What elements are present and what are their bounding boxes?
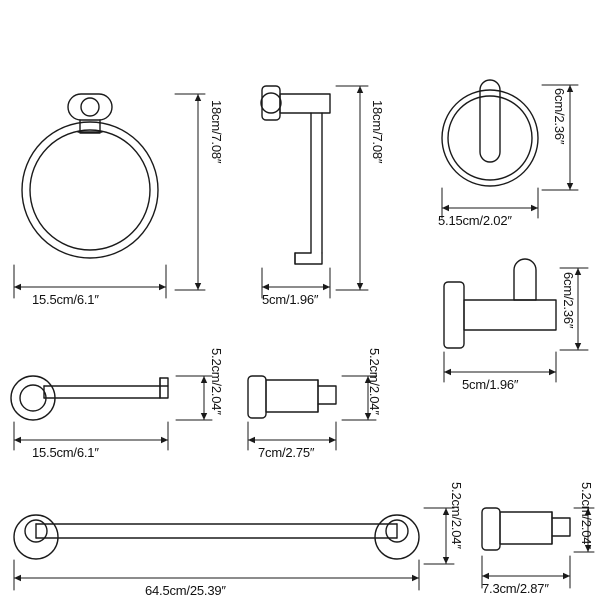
ring-width-label: 15.5cm/6.1″ bbox=[32, 292, 99, 307]
square-robe-hook-drawing bbox=[444, 259, 556, 348]
short-paper-holder-drawing bbox=[248, 376, 336, 418]
long-bar-height-label: 5.2cm/2.04″ bbox=[449, 482, 464, 549]
paper-holder-width-label: 15.5cm/6.1″ bbox=[32, 445, 99, 460]
small-hook-width-label: 7.3cm/2.87″ bbox=[482, 581, 549, 596]
small-bar-width-label: 5cm/1.96″ bbox=[262, 292, 319, 307]
small-bar-height-dimension bbox=[336, 86, 368, 290]
towel-ring-drawing bbox=[22, 94, 158, 258]
short-holder-width-label: 7cm/2.75″ bbox=[258, 445, 315, 460]
small-bar-height-label: 18cm/7.08″ bbox=[370, 100, 385, 164]
long-towel-bar-drawing bbox=[14, 515, 419, 559]
hand-towel-holder-drawing bbox=[261, 86, 330, 264]
round-hook-height-label: 6cm/2.36″ bbox=[552, 88, 567, 145]
ring-height-dimension bbox=[175, 94, 205, 290]
small-hook-drawing bbox=[482, 508, 570, 550]
round-hook-width-label: 5.15cm/2.02″ bbox=[438, 213, 512, 228]
square-hook-width-label: 5cm/1.96″ bbox=[462, 377, 519, 392]
long-bar-width-label: 64.5cm/25.39″ bbox=[145, 583, 226, 598]
square-hook-height-label: 6cm/2.36″ bbox=[561, 272, 576, 329]
toilet-paper-holder-drawing bbox=[11, 376, 168, 420]
paper-holder-height-label: 5.2cm/2.04″ bbox=[209, 348, 224, 415]
ring-height-label: 18cm/7.08″ bbox=[209, 100, 224, 164]
paper-holder-height-dimension bbox=[176, 376, 212, 420]
round-robe-hook-drawing bbox=[442, 80, 538, 186]
short-holder-height-label: 5.2cm/2.04″ bbox=[367, 348, 382, 415]
small-hook-height-label: 5.2cm/2.04″ bbox=[579, 482, 594, 549]
